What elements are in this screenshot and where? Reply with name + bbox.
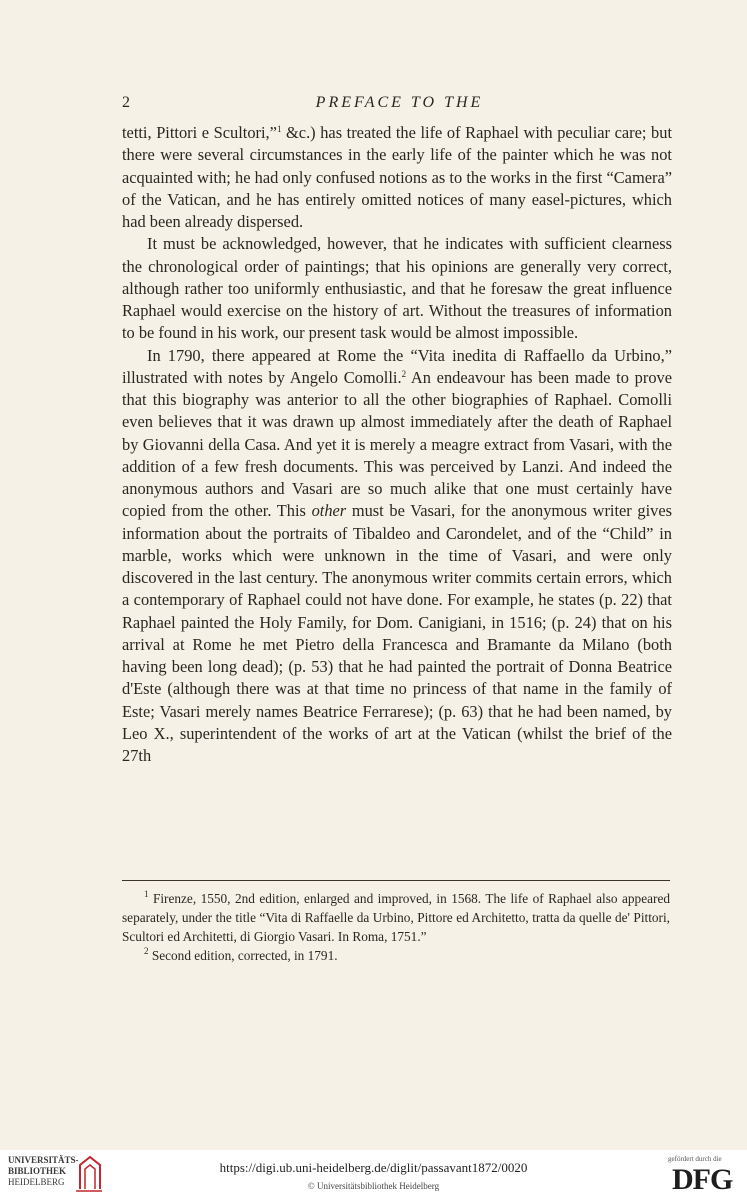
body-paragraph [122, 233, 672, 344]
text-run: &c.) has treated the life of Raphael with peculiar care; but there were several circumstances in the early life of the painter which he was not acquainted with; he had only confused notions as to the works in the first “Camera” of the Vatican, and he has entirely omitted notices of many easel-pictures, which had been already dispersed. [122, 123, 672, 231]
text-run: tetti, Pittori e Scultori,” [122, 123, 277, 142]
text-run: An endeavour has been made to prove that this biography was anterior to all the other biographies of Raphael. Comolli even believes that it was drawn up almost immediately after the death of Raphael by Giovanni della Casa. And yet it is merely a meagre extract from Vasari, with the addition of a few fresh documents. This was perceived by Lanzi. And indeed the anonymous authors and Vasari are so much alike that one must certainly have copied from the other. This [122, 367, 672, 521]
emphasis-text: other [311, 501, 347, 521]
library-line: UNIVERSITÄTS- [8, 1155, 79, 1165]
page-number: 2 [122, 94, 130, 111]
copyright-notice: © Universitätsbibliothek Heidelberg [307, 1181, 440, 1191]
footnote-text: Firenze, 1550, 2nd edition, enlarged and improved, in 1568. The life of Raphael also appeared separately, under the title “Vita di Raffaelle da Urbino, Pittore ed Architetto, tratta da quelle de' Pittori, Scultori ed Architetti, di Giorgio Vasari. In Roma, 1751.” [122, 891, 670, 944]
footnote-reference: 1 [276, 124, 282, 134]
body-paragraph [122, 345, 672, 768]
text-run: In 1790, there appeared at Rome the “Vita inedita di Raffaello da Urbino,” illustrated with notes by Angelo Comolli. [122, 345, 672, 387]
footnote-mark: 1 [144, 889, 149, 899]
library-line: BIBLIOTHEK [8, 1166, 67, 1176]
body-paragraph [122, 122, 672, 233]
footnote [122, 946, 670, 965]
text-run: It must be acknowledged, however, that he indicates with sufficient clearness the chronological order of paintings; that his opinions are generally very correct, although rather too uniformly enthusiastic, and that he foresaw the great influence Raphael would exercise on the history of art. Without the treasures of information to be found in his work, our present task would be almost impossible. [122, 234, 672, 343]
page-header [122, 94, 677, 116]
running-head: PREFACE TO THE [315, 94, 484, 111]
permalink-url[interactable]: https://digi.ub.uni-heidelberg.de/diglit/passavant1872/0020 [219, 1160, 528, 1175]
dfg-logo: DFG [672, 1163, 733, 1196]
body-text [122, 122, 672, 767]
text-run: must be Vasari, for the anonymous writer gives information about the portraits of Tibaldeo and Carondelet, and of the “Child” in marble, works which were unknown in the time of Vasari, and were only discovered in the last century. The anonymous writer commits certain errors, which a contemporary of Raphael could not have done. For example, he states (p. 22) that Raphael painted the Holy Family, for Dom. Canigiani, in 1516; (p. 24) that on his arrival at Rome he met Pietro della Francesca and Bramante da Milano (both having been long dead); (p. 53) that he had painted the portrait of Donna Beatrice d'Este (although there was at that time no princess of that name in the family of Este; Vasari merely names Beatrice Ferrarese); (p. 63) that he had been named, by Leo X., superintendent of the works of art at the Vatican (whilst the brief of the 27th [122, 501, 672, 765]
funded-by-label: gefördert durch die [668, 1155, 722, 1163]
footnote-reference: 2 [401, 368, 407, 379]
footnote-rule [122, 880, 670, 881]
footnote-mark: 2 [144, 946, 149, 956]
footnotes [122, 889, 670, 965]
footnote [122, 889, 670, 946]
footnote-text: Second edition, corrected, in 1791. [148, 948, 338, 963]
library-line: HEIDELBERG [8, 1177, 65, 1187]
